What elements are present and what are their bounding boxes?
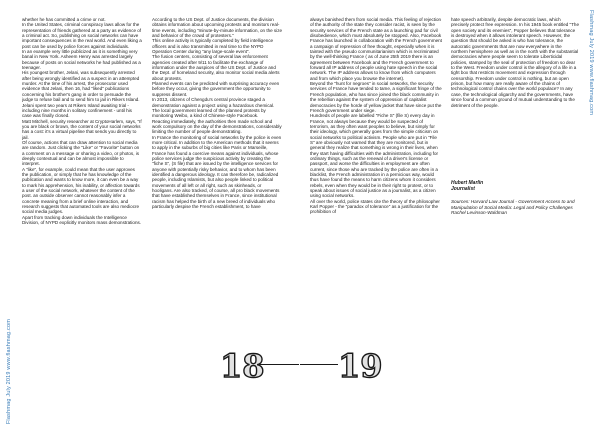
- paragraph: In an example very little publicized as it is something very banal in New York. Asheem Henry was arrested largely because of posts on social networks he had published as a teenager.: [22, 49, 141, 71]
- paragraph: Reacting immediately, the authorities then made school and work compulsory on the day of the demonstrations, considerably limiting the number of people demonstrating.: [152, 118, 282, 135]
- left-margin-strip: [2, 0, 16, 424]
- paragraph: Planned events can be predicted with surprising accuracy even before they occur, giving the government the opportunity to suppress dissent.: [152, 81, 280, 97]
- paragraph: Hundreds of people are labelled "Fiche S" (file S) every day in France, not always because they would be suspected of terrorism, as they often want peoples to believe, but simply for their ideology, which generally goes from the simple criticism on social networks to political activism. People who are put in "File S" are obviously not warned that they are monitored, but in general they realize that something is wrong in their lives, when they start having difficulties with the administration, including for ordinary things, such as the renewal of a driver's license or passport, and worse the difficulties in employment are often current, since those who are tracked by the police are often in a blacklist, the French administration in a pernicious way, would thus have found the means to harm citizens whom it considers rebels, even when they would be in their right to protest, or to speak about issues of social justice as a journalist, as a citizen using social networks.: [310, 113, 439, 199]
- paragraph: In 2013, citizens of Chengdu's central province staged a demonstration against a project using a hazardous chemical. The local government learned of the planned protests by monitoring Weibo, a kind of Chinese-style Facebook.: [152, 97, 275, 119]
- paragraph: This online activity is typically completed by field intelligence officers and is also transmitted in real time to the NYPD Operation Center during "any large-scale event".: [152, 38, 274, 55]
- paragraph: The fusion centers, consisting of several law enforcement agencies created after 9/11 to facilitate the exchange of information under the auspices of the US Dept. of Justice and the Dept. of homeland security, also monitor social media alerts about protests.: [152, 54, 280, 81]
- source-line: Manipulation of Social Media: Legal and Policy Challenges: [451, 204, 573, 210]
- article-column-2: [152, 17, 282, 357]
- source-line: Rachel Levinson-Waldman: [451, 210, 507, 216]
- paragraph: In France the monitoring of social networks by the police is even more critical. In addition to the American methods that it seems to apply in the suburbs of big cities like Paris or Marseille, France has found a coercive means against individuals, whose police services judge the suspicious activity by creating the "fiche S", (S file) that are issued by the intelligence services for anyone with potentially risky behavior, and to whom has been identified a dangerous ideology. It can therefore be, radicalized people, including Islamists, but also people linked to political movements of all left or all right, such as skinheads, or hooligans. Are also tracked, of course, all pro black movements that have established themselves in France, since institutional racism has helped the birth of a new breed of individuals who particularly despise the French establishment, to have: [152, 134, 282, 210]
- article-column-3: [310, 17, 442, 397]
- page-number-right: 19: [338, 347, 383, 385]
- paragraph: Apart from tracking down individuals the Intelligence Division, of NYPD explicitly monitors mass demonstrations.: [22, 214, 142, 226]
- paragraph: All over the world, police states cite the theory of the philosopher Karl Popper - the "paradox of tolerance" as a justification for the prohibition of: [310, 198, 440, 215]
- paragraph: always banished them from social media. This feeling of rejection of the authority of the state they consider racist, is seen by the security services of the French state as a launching pad for civil disobedience, which must absolutely be stopped. Also, Facebook France has launched in collaboration with the French government a campaign of repression of free thought, especially when it is tainted with the pseudo communitarianism which is recriminated by the well-thinking France ( as of June 25th 2019 there is an agreement between Facebook and the French government to forward all IP address of people using hate speech in the social network. The IP address allows to know from which computers and from which place you browse the internet).: [310, 17, 442, 81]
- article-column-4: [451, 17, 579, 187]
- author-role: Journalist: [451, 186, 475, 192]
- paragraph: Of course, actions that can draw attention to social media are random. Just clicking the "Like" or "Favorite" button on a comment on a message or sharing a video, or photos, is deeply contextual and can be almost impossible to interpret.: [22, 139, 140, 167]
- author-signature: [451, 180, 579, 216]
- left-margin-text: Flashmag July 2019 www.flashmag.com: [6, 318, 12, 424]
- paragraph: His youngest brother, Jelani, was subsequently arrested after being wrongly identified as a suspect in an attempted murder. At the time of his arrest, the prosecutor used evidence that Jelani, then 16, had "liked" publications concerning his brother's gang in order to persuade the judge to refuse bail and to send him to jail in Rikers Island.: [22, 70, 140, 103]
- paragraph: According to the US Dept. of Justice documents, the division obtains information about upcoming protests and monitors real-time events, including "minute-by-minute information, on the size and behavior of the crowd of protesters.": [152, 17, 282, 39]
- paragraph: In the United States, criminal conspiracy laws allow for the representation of friends gathered at a party as evidence of a criminal act. So, publishing on social networks can have important consequences in the real world. And even liking a post can be used by police forces against individuals.: [22, 22, 142, 49]
- article-column-1: [22, 17, 142, 397]
- paragraph: A "like", for example, could mean that the user approves the publication, or simply that he has knowledge of the publication and wants to know more, it can even be a way to mark his apprehension, his inability, or affection towards a user of the social network, whatever the content of the post. an outside observer cannot reasonably infer a concrete meaning from a brief online interaction, and research suggests that automated tools are also mediocre social media judges.: [22, 166, 140, 215]
- paragraph: hate speech arbitrarily, despite democratic laws, which precisely protect free expression. In his 1945 book entitled "The open society and its enemies", Popper believes that tolerance is destroyed when it allows intolerant speech. However, the question that should be asked is who has tolerance, the autocratic governments that are now everywhere in the northern hemisphere as well as in the north with the substantial democracies where people seem to tolerate Liberticidal policies, stamped by the seal of protection of freedom so dear to the West. Freedom under control is the allegory of a life in a tight box that restricts movement and expression through censorship. Freedom under control is nothing, but an open prison, but how many are really aware of the chains of technological control chains over the world populace? In any case, the technological oligarchy and the governments, have since found a common ground of mutual understanding to the detriment of the people.: [451, 17, 579, 108]
- right-margin-strip: [584, 0, 598, 424]
- right-footer-rule: [300, 364, 338, 365]
- paragraph: Jelani spent two years at Rikers Island awaiting trial - including nine months in solitary confinement - until his case was finally closed.: [22, 102, 132, 119]
- author-name: Hubert Marlin: [451, 180, 484, 186]
- source-line: Sources: Harvard Law Journal - Government Access to and: [451, 199, 575, 204]
- page-number-left: 18: [220, 347, 265, 385]
- paragraph: Matt Mitchell, security researcher at CryptoHarlem, says, "If you are black or brown, the content of your social networks has a cost: it's a virtual pipeline that sends you directly to jail.: [22, 118, 142, 140]
- paragraph: Beyond the "hunt for negroes" in social networks, the security services of France have tended to tame, a significant fringe of the French population, who has since joined the black community in the rebellion against the system of oppression of capitalist democracies by the horde of yellow jacket that have since put the French government under siege.: [310, 81, 442, 113]
- sources-block: [451, 199, 579, 216]
- right-margin-text: Flashmag July 2019 www.flashmag.com: [588, 10, 594, 116]
- paragraph: whether he has committed a crime or not.: [22, 17, 106, 22]
